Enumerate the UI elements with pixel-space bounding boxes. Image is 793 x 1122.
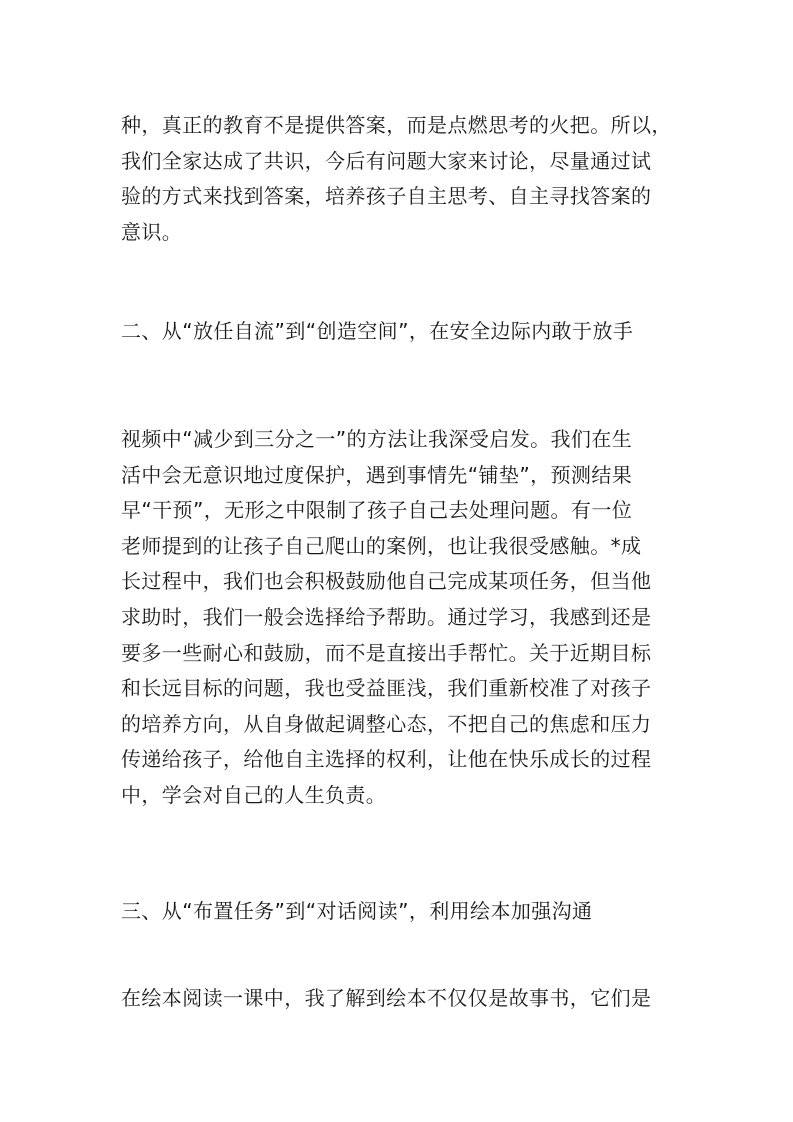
text-line: 验的方式来找到答案，培养孩子自主思考、自主寻找答案的: [121, 184, 652, 209]
text-line: 和长远目标的问题，我也受益匪浅，我们重新校准了对孩子: [121, 676, 652, 701]
text-line: 早“干预”，无形之中限制了孩子自己去处理问题。有一位: [121, 498, 633, 523]
paragraph-3: [121, 981, 681, 1017]
text-line: 活中会无意识地过度保护，遇到事情先“铺垫”，预测结果: [121, 462, 633, 487]
text-line: 老师提到的让孩子自己爬山的案例，也让我很受感触。*成: [121, 533, 642, 558]
paragraph-2: [121, 422, 681, 814]
text-line: 中，学会对自己的人生负责。: [121, 782, 387, 807]
text-line: 在绘本阅读一课中，我了解到绘本不仅仅是故事书，它们是: [121, 986, 652, 1010]
text-line: 我们全家达成了共识，今后有问题大家来讨论，尽量通过试: [121, 148, 652, 173]
text-line: 种，真正的教育不是提供答案，而是点燃思考的火把。所以，: [121, 113, 672, 137]
heading-text: 三、从“布置任务”到“对话阅读”，利用绘本加强沟通: [121, 899, 593, 923]
text-line: 传递给孩子，给他自主选择的权利，让他在快乐成长的过程: [121, 747, 652, 772]
text-line: 视频中“减少到三分之一”的方法让我深受启发。我们在生: [121, 427, 633, 451]
text-line: 要多一些耐心和鼓励，而不是直接出手帮忙。关于近期目标: [121, 640, 652, 665]
text-line: 求助时，我们一般会选择给予帮助。通过学习，我感到还是: [121, 604, 652, 629]
text-line: 长过程中，我们也会积极鼓励他自己完成某项任务，但当他: [121, 569, 652, 594]
section-heading-3: [121, 894, 681, 930]
text-line: 意识。: [121, 219, 183, 244]
section-heading-2: [121, 314, 681, 350]
heading-text: 二、从“放任自流”到“创造空间”，在安全边际内敢于放手: [121, 319, 634, 343]
paragraph-1: [121, 108, 681, 250]
text-line: 的培养方向，从自身做起调整心态，不把自己的焦虑和压力: [121, 711, 652, 736]
